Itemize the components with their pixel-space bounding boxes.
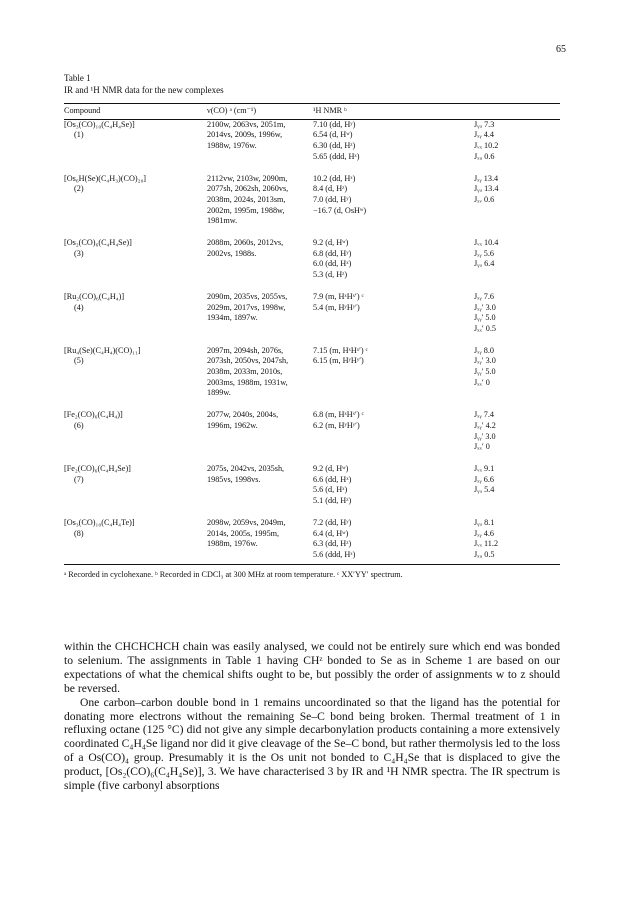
co-line: 2112vw, 2103w, 2090m,	[207, 173, 288, 183]
co-line: 2029m, 2017vs, 1998w,	[207, 302, 286, 312]
cell-co-stretch	[207, 399, 313, 453]
compound-formula: [Os₂(CO)₆(C₄H₄Se)]	[64, 238, 132, 248]
nmr-shift: 8.4 (d, Hᶻ)	[313, 184, 348, 194]
nmr-shift: 5.4 (m, HʸHʸ′)	[313, 302, 360, 312]
cell-coupling	[474, 453, 560, 507]
nmr-shift: 6.0 (dd, Hˣ)	[313, 259, 352, 269]
nmr-shift: 9.2 (d, Hʷ)	[313, 463, 349, 473]
nmr-shift: 7.15 (m, HˣHˣ′) ᶜ	[313, 345, 368, 355]
nmr-shift: 5.6 (d, Hˣ)	[313, 485, 348, 495]
table-row	[64, 453, 560, 507]
nmr-data-table	[64, 103, 560, 565]
compound-number: (4)	[74, 302, 84, 312]
compound-formula: [Ru₂(CO)₆(C₄H₄)]	[64, 291, 125, 301]
co-line: 2100w, 2063vs, 2051m,	[207, 119, 286, 129]
table-row	[64, 335, 560, 400]
cell-coupling	[474, 507, 560, 564]
cell-compound	[64, 507, 207, 564]
table-row	[64, 507, 560, 564]
compound-formula: [Fe₂(CO)₆(C₄H₄Se)]	[64, 463, 131, 473]
coupling-constant: Jᵧᵤ 5.4	[474, 485, 495, 495]
cell-coupling	[474, 227, 560, 281]
co-line: 2073sh, 2050vs, 2047sh,	[207, 356, 289, 366]
co-line: 1985vs, 1998vs.	[207, 474, 261, 484]
co-line: 2002vs, 1988s.	[207, 248, 257, 258]
coupling-constant: Jᵧᵤ 13.4	[474, 184, 499, 194]
co-line: 1988m, 1976w.	[207, 539, 258, 549]
coupling-constant: Jₓᵧ 7.4	[474, 410, 495, 420]
coupling-constant: Jₓᵧ 5.6	[474, 248, 495, 258]
header-compound: Compound	[64, 104, 207, 120]
co-line: 2098w, 2059vs, 2049m,	[207, 517, 286, 527]
table-row	[64, 399, 560, 453]
table-row	[64, 281, 560, 335]
header-coupling	[474, 104, 560, 120]
nmr-table-container	[64, 103, 560, 580]
cell-co-stretch	[207, 227, 313, 281]
table-row	[64, 163, 560, 228]
nmr-shift: 6.3 (dd, Hᶻ)	[313, 539, 352, 549]
compound-formula: [Fe₂(CO)₆(C₄H₄)]	[64, 410, 123, 420]
compound-formula: [Ru₄(Se)(C₄H₄)(CO)₁₁]	[64, 345, 141, 355]
nmr-shift: 5.1 (dd, Hᶻ)	[313, 496, 352, 506]
compound-number: (7)	[74, 474, 84, 484]
cell-compound	[64, 399, 207, 453]
compound-number: (3)	[74, 248, 84, 258]
nmr-shift: 6.6 (dd, Hˣ)	[313, 474, 352, 484]
coupling-constant: Jₓᵤ 0.6	[474, 151, 495, 161]
coupling-constant: Jₓₓ′ 0	[474, 442, 490, 452]
cell-coupling	[474, 399, 560, 453]
table-label: Table 1	[64, 73, 91, 83]
coupling-constant: Jᵥₓ 11.2	[474, 539, 499, 549]
body-text	[64, 640, 560, 793]
cell-coupling	[474, 335, 560, 400]
coupling-constant: Jᵧᵧ′ 3.0	[474, 431, 496, 441]
co-line: 2088m, 2060s, 2012vs,	[207, 238, 284, 248]
cell-co-stretch	[207, 163, 313, 228]
nmr-shift: 9.2 (d, Hʷ)	[313, 238, 349, 248]
cell-h-nmr	[313, 163, 474, 228]
table-row	[64, 227, 560, 281]
coupling-constant: Jₓᵤ 0.5	[474, 549, 495, 559]
cell-compound	[64, 227, 207, 281]
compound-number: (1)	[74, 130, 84, 140]
coupling-constant: Jᵥₓ 10.4	[474, 238, 499, 248]
cell-coupling	[474, 281, 560, 335]
coupling-constant: Jₓᵧ 7.6	[474, 291, 495, 301]
co-line: 2003ms, 1988m, 1931w,	[207, 377, 288, 387]
nmr-shift: 10.2 (dd, Hˣ)	[313, 173, 356, 183]
cell-co-stretch	[207, 119, 313, 162]
co-line: 1981mw.	[207, 216, 238, 226]
nmr-shift: 7.2 (dd, Hʸ)	[313, 517, 352, 527]
table-caption	[64, 72, 224, 96]
cell-h-nmr	[313, 281, 474, 335]
co-line: 2077sh, 2062sh, 2060vs,	[207, 184, 289, 194]
cell-h-nmr	[313, 399, 474, 453]
coupling-constant: Jₓᵧ 4.6	[474, 528, 495, 538]
compound-number: (5)	[74, 356, 84, 366]
co-line: 2014s, 2005s, 1995m,	[207, 528, 280, 538]
nmr-shift: 7.10 (dd, Hʸ)	[313, 119, 356, 129]
nmr-shift: 6.15 (m, HʸHʸ′)	[313, 356, 364, 366]
body-paragraph-1: within the CHCHCHCH chain was easily analysed, we could not be entirely sure which end was bonded to selenium. The assignments in Table 1 having CHᶻ bonded to Se as in Scheme 1 are based on our expectations of what the chemical shifts ought to be, but possibly the order of assignments w to z should be reversed.	[64, 640, 560, 695]
body-paragraph-2: One carbon–carbon double bond in 1 remains uncoordinated so that the ligand has the potential for donating more electrons without the remaining Se–C bond being broken. Thermal treatment of 1 in refluxing octane (125 °C) did not give any simple decarbonylation products containing a more extensively coordinated C₄H₄Se ligand nor did it give cleavage of the Se–C bond, but rather thermolysis led to the loss of a Os(CO)₄ group. Presumably it is the Os unit not bonded to C₄H₄Se that is displaced to give the product, [Os₂(CO)₆(C₄H₄Se)], 3. We have characterised 3 by IR and ¹H NMR spectra. The IR spectrum is simple (five carbonyl absorptions	[64, 695, 560, 793]
compound-formula: [Os₆H(Se)(C₄H₃)(CO)₂₀]	[64, 173, 147, 183]
co-line: 2038m, 2033m, 2010s,	[207, 367, 283, 377]
co-line: 2097m, 2094sh, 2076s,	[207, 345, 284, 355]
coupling-constant: Jᵧᵤ 7.3	[474, 119, 495, 129]
cell-h-nmr	[313, 507, 474, 564]
nmr-shift: 5.3 (d, Hᶻ)	[313, 270, 348, 280]
coupling-constant: Jᵥₓ 10.2	[474, 141, 499, 151]
cell-co-stretch	[207, 281, 313, 335]
coupling-constant: Jᵧᵤ 6.4	[474, 259, 495, 269]
coupling-constant: Jₓₓ′ 0	[474, 377, 490, 387]
co-line: 2038m, 2024s, 2013sm,	[207, 194, 286, 204]
cell-coupling	[474, 119, 560, 162]
page-number: 65	[556, 44, 566, 55]
co-line: 1934m, 1897w.	[207, 313, 258, 323]
header-co-stretch: ν(CO) ᵃ (cm⁻¹)	[207, 104, 313, 120]
nmr-shift: 6.2 (m, HʸHʸ′)	[313, 420, 360, 430]
cell-co-stretch	[207, 335, 313, 400]
cell-compound	[64, 335, 207, 400]
nmr-shift: 6.8 (dd, Hʸ)	[313, 248, 352, 258]
co-line: 2090m, 2035vs, 2055vs,	[207, 291, 288, 301]
table-title: IR and ¹H NMR data for the new complexes	[64, 85, 224, 95]
coupling-constant: Jₓᵧ 8.0	[474, 345, 495, 355]
nmr-shift: 6.54 (d, Hʷ)	[313, 130, 353, 140]
coupling-constant: Jₓᵥ 0.6	[474, 194, 495, 204]
cell-compound	[64, 453, 207, 507]
cell-coupling	[474, 163, 560, 228]
cell-compound	[64, 281, 207, 335]
table-footnote: ᵃ Recorded in cyclohexane. ᵇ Recorded in CDCl₃ at 300 MHz at room temperature. ᶜ XX′YY′ spectrum.	[64, 569, 403, 579]
cell-co-stretch	[207, 453, 313, 507]
co-line: 1899w.	[207, 388, 231, 398]
nmr-shift: 5.65 (ddd, Hˣ)	[313, 151, 360, 161]
cell-co-stretch	[207, 507, 313, 564]
compound-formula: [Os₃(CO)₁₀(C₄H₄Se)]	[64, 119, 135, 129]
co-line: 2002m, 1995m, 1988w,	[207, 205, 285, 215]
compound-number: (8)	[74, 528, 84, 538]
coupling-constant: Jₓᵧ′ 3.0	[474, 302, 496, 312]
coupling-constant: Jᵧᵤ 8.1	[474, 517, 495, 527]
nmr-shift: 6.30 (dd, Hᶻ)	[313, 141, 356, 151]
co-line: 1988w, 1976w.	[207, 141, 257, 151]
co-line: 1996m, 1962w.	[207, 420, 258, 430]
coupling-constant: Jₓᵧ 6.6	[474, 474, 495, 484]
co-line: 2014vs, 2009s, 1996w,	[207, 130, 283, 140]
nmr-shift: 6.4 (d, Hʷ)	[313, 528, 349, 538]
cell-compound	[64, 163, 207, 228]
table-row	[64, 119, 560, 162]
coupling-constant: Jₓᵧ 4.4	[474, 130, 495, 140]
table-header-row	[64, 104, 560, 120]
table-body	[64, 119, 560, 564]
coupling-constant: Jₓᵧ′ 3.0	[474, 356, 496, 366]
cell-h-nmr	[313, 335, 474, 400]
cell-h-nmr	[313, 119, 474, 162]
co-line: 2075s, 2042vs, 2035sh,	[207, 463, 285, 473]
nmr-shift: −16.7 (d, OsHʷ)	[313, 205, 367, 215]
coupling-constant: Jᵧᵧ′ 5.0	[474, 367, 496, 377]
nmr-shift: 6.8 (m, HˣHˣ′) ᶜ	[313, 410, 364, 420]
coupling-constant: Jᵥₓ 9.1	[474, 463, 495, 473]
cell-h-nmr	[313, 227, 474, 281]
header-h-nmr: ¹H NMR ᵇ	[313, 104, 474, 120]
cell-compound	[64, 119, 207, 162]
coupling-constant: Jₓₓ′ 0.5	[474, 323, 497, 333]
coupling-constant: Jₓᵧ′ 4.2	[474, 420, 496, 430]
compound-number: (6)	[74, 420, 84, 430]
coupling-constant: Jₓᵧ 13.4	[474, 173, 499, 183]
coupling-constant: Jᵧᵧ′ 5.0	[474, 313, 496, 323]
nmr-shift: 5.6 (ddd, Hˣ)	[313, 549, 356, 559]
cell-h-nmr	[313, 453, 474, 507]
compound-number: (2)	[74, 184, 84, 194]
co-line: 2077w, 2040s, 2004s,	[207, 410, 279, 420]
nmr-shift: 7.0 (dd, Hʸ)	[313, 194, 352, 204]
compound-formula: [Os₃(CO)₁₀(C₄H₄Te)]	[64, 517, 135, 527]
nmr-shift: 7.9 (m, HˣHˣ′) ᶜ	[313, 291, 364, 301]
